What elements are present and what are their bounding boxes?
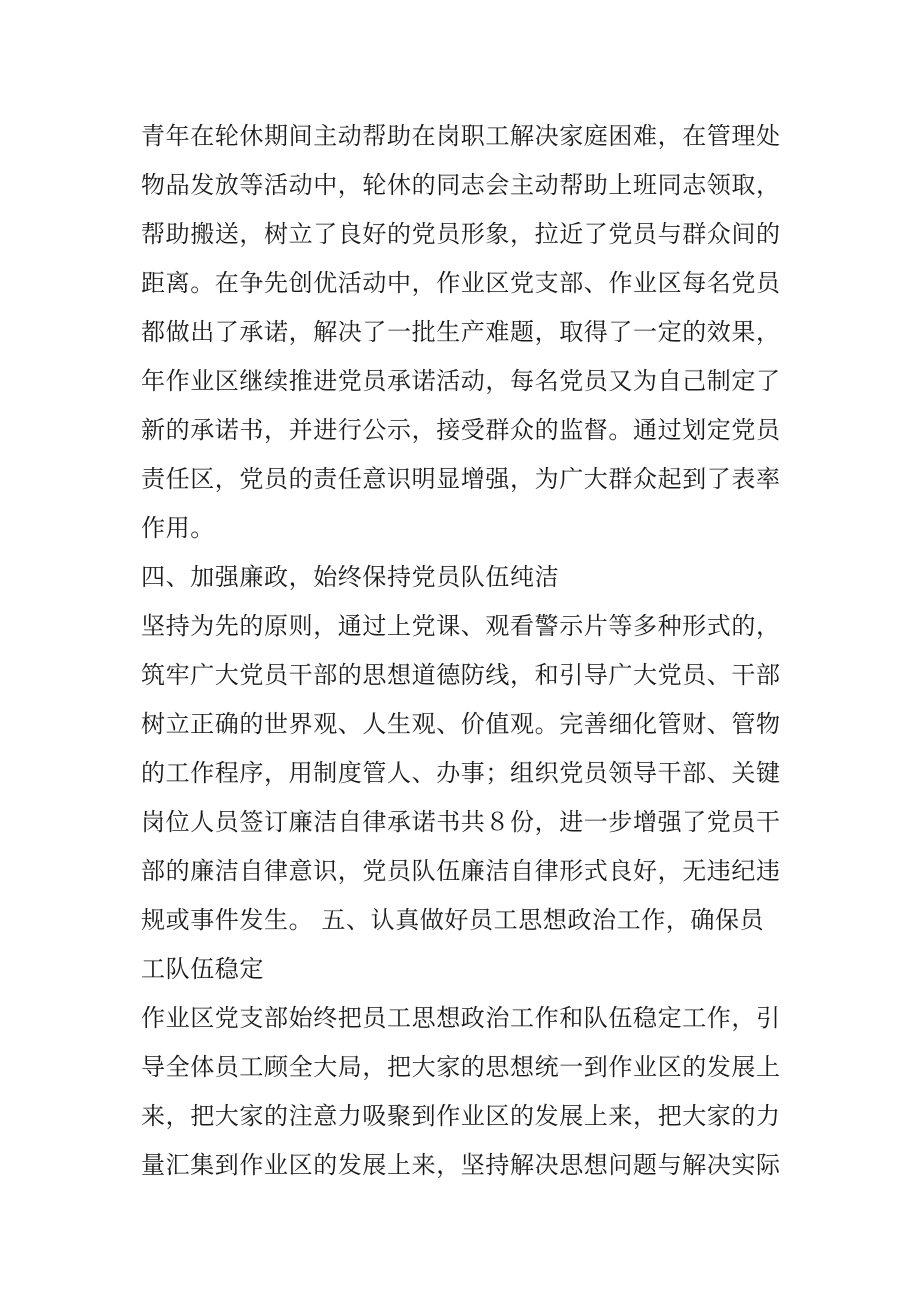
paragraph-line: 责任区，党员的责任意识明显增强，为广大群众起到了表率: [141, 465, 781, 493]
paragraph-line: 帮助搬送，树立了良好的党员形象，拉近了党员与群众间的: [141, 220, 781, 248]
section-heading: 四、加强廉政，始终保持党员队伍纯洁: [141, 563, 560, 591]
paragraph-line: 坚持为先的原则，通过上党课、观看警示片等多种形式的，: [141, 612, 781, 640]
paragraph-line: 来，把大家的注意力吸聚到作业区的发展上来，把大家的力: [141, 1102, 781, 1130]
paragraph-line: 岗位人员签订廉洁自律承诺书共８份，进一步增强了党员干: [141, 808, 781, 836]
paragraph-line: 新的承诺书，并进行公示，接受群众的监督。通过划定党员: [141, 416, 781, 444]
paragraph-line: 树立正确的世界观、人生观、价值观。完善细化管财、管物: [141, 710, 781, 738]
paragraph-line: 作业区党支部始终把员工思想政治工作和队伍稳定工作，引: [141, 1004, 781, 1032]
document-body: [141, 112, 791, 1190]
paragraph-line: 量汇集到作业区的发展上来，坚持解决思想问题与解决实际: [141, 1151, 781, 1179]
paragraph-line: 导全体员工顾全大局，把大家的思想统一到作业区的发展上: [141, 1053, 781, 1081]
paragraph-line: 距离。在争先创优活动中，作业区党支部、作业区每名党员: [141, 269, 781, 297]
paragraph-line: 年作业区继续推进党员承诺活动，每名党员又为自己制定了: [141, 367, 781, 395]
paragraph-line: 作用。: [141, 514, 215, 542]
paragraph-line: 的工作程序，用制度管人、办事；组织党员领导干部、关键: [141, 759, 781, 787]
paragraph-line: 都做出了承诺，解决了一批生产难题，取得了一定的效果，: [141, 318, 781, 346]
paragraph-line: 筑牢广大党员干部的思想道德防线，和引导广大党员、干部: [141, 661, 781, 689]
paragraph-line: 规或事件发生。 五、认真做好员工思想政治工作，确保员: [141, 906, 765, 934]
paragraph-line: 部的廉洁自律意识，党员队伍廉洁自律形式良好，无违纪违: [141, 857, 781, 885]
paragraph-line: 青年在轮休期间主动帮助在岗职工解决家庭困难，在管理处: [141, 122, 781, 150]
paragraph-line: 物品发放等活动中，轮休的同志会主动帮助上班同志领取，: [141, 171, 781, 199]
paragraph-line: 工队伍稳定: [141, 955, 264, 983]
